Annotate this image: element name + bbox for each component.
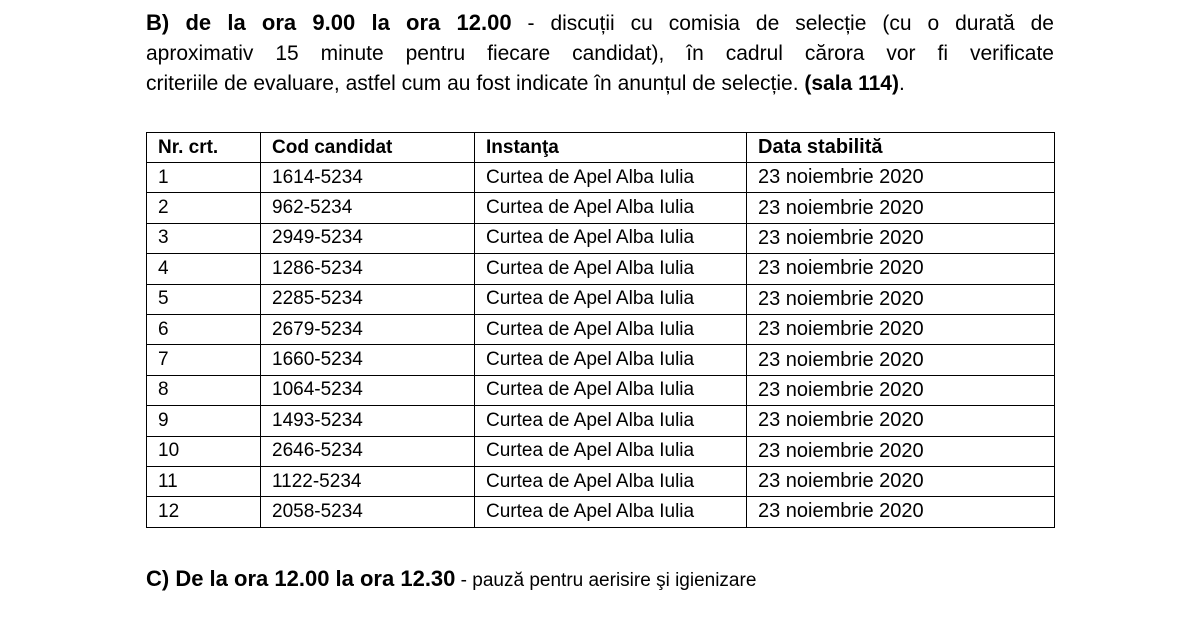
cell-instanta: Curtea de Apel Alba Iulia — [475, 436, 747, 466]
cell-nr-crt: 5 — [147, 284, 261, 314]
cell-data-stabilita: 23 noiembrie 2020 — [747, 163, 1055, 193]
cell-nr-crt: 2 — [147, 193, 261, 223]
cell-nr-crt: 12 — [147, 497, 261, 527]
cell-cod-candidat: 2646-5234 — [261, 436, 475, 466]
cell-cod-candidat: 1660-5234 — [261, 345, 475, 375]
cell-data-stabilita: 23 noiembrie 2020 — [747, 193, 1055, 223]
section-b-paragraph — [146, 8, 1054, 99]
cell-data-stabilita: 23 noiembrie 2020 — [747, 436, 1055, 466]
cell-data-stabilita: 23 noiembrie 2020 — [747, 466, 1055, 496]
header-data-stabilita: Data stabilită — [747, 133, 1055, 163]
section-c-text: - pauză pentru aerisire şi igienizare — [455, 570, 757, 591]
cell-data-stabilita: 23 noiembrie 2020 — [747, 375, 1055, 405]
table-row — [147, 375, 1055, 405]
table-row — [147, 345, 1055, 375]
cell-instanta: Curtea de Apel Alba Iulia — [475, 193, 747, 223]
section-b-line-3 — [146, 69, 1054, 99]
section-b-line-3-text: criteriile de evaluare, astfel cum au fost indicate în anunțul de selecție. — [146, 72, 805, 95]
cell-cod-candidat: 2285-5234 — [261, 284, 475, 314]
header-nr-crt: Nr. crt. — [147, 133, 261, 163]
table-row — [147, 254, 1055, 284]
cell-cod-candidat: 962-5234 — [261, 193, 475, 223]
section-b-line-2: aproximativ 15 minute pentru fiecare candidat), în cadrul cărora vor fi verificate — [146, 42, 1054, 65]
cell-data-stabilita: 23 noiembrie 2020 — [747, 314, 1055, 344]
cell-nr-crt: 1 — [147, 163, 261, 193]
cell-instanta: Curtea de Apel Alba Iulia — [475, 375, 747, 405]
section-b-heading: B) de la ora 9.00 la ora 12.00 — [146, 10, 512, 35]
cell-cod-candidat: 1064-5234 — [261, 375, 475, 405]
section-c-paragraph — [146, 563, 1054, 597]
table-row — [147, 163, 1055, 193]
section-b-line-1-text: - discuții cu comisia de selecție (cu o durată de — [511, 12, 1054, 35]
cell-data-stabilita: 23 noiembrie 2020 — [747, 497, 1055, 527]
table-row — [147, 406, 1055, 436]
table-row — [147, 193, 1055, 223]
header-cod-candidat: Cod candidat — [261, 133, 475, 163]
section-c-heading: C) De la ora 12.00 la ora 12.30 — [146, 566, 456, 591]
cell-cod-candidat: 2949-5234 — [261, 223, 475, 253]
cell-nr-crt: 7 — [147, 345, 261, 375]
cell-data-stabilita: 23 noiembrie 2020 — [747, 345, 1055, 375]
cell-instanta: Curtea de Apel Alba Iulia — [475, 406, 747, 436]
cell-instanta: Curtea de Apel Alba Iulia — [475, 163, 747, 193]
cell-instanta: Curtea de Apel Alba Iulia — [475, 284, 747, 314]
cell-cod-candidat: 1286-5234 — [261, 254, 475, 284]
table-row — [147, 466, 1055, 496]
table-row — [147, 223, 1055, 253]
cell-data-stabilita: 23 noiembrie 2020 — [747, 223, 1055, 253]
cell-instanta: Curtea de Apel Alba Iulia — [475, 345, 747, 375]
table-body — [147, 163, 1055, 528]
header-instanta: Instanţa — [475, 133, 747, 163]
candidates-table — [146, 132, 1055, 528]
table-row — [147, 436, 1055, 466]
cell-data-stabilita: 23 noiembrie 2020 — [747, 254, 1055, 284]
cell-cod-candidat: 2058-5234 — [261, 497, 475, 527]
section-b-line-1 — [146, 8, 1054, 39]
cell-nr-crt: 8 — [147, 375, 261, 405]
table-row — [147, 497, 1055, 527]
cell-nr-crt: 9 — [147, 406, 261, 436]
cell-data-stabilita: 23 noiembrie 2020 — [747, 406, 1055, 436]
table-header-row — [147, 133, 1055, 163]
cell-nr-crt: 3 — [147, 223, 261, 253]
table-row — [147, 314, 1055, 344]
cell-cod-candidat: 1493-5234 — [261, 406, 475, 436]
cell-nr-crt: 11 — [147, 466, 261, 496]
cell-nr-crt: 10 — [147, 436, 261, 466]
cell-data-stabilita: 23 noiembrie 2020 — [747, 284, 1055, 314]
cell-nr-crt: 4 — [147, 254, 261, 284]
cell-cod-candidat: 1122-5234 — [261, 466, 475, 496]
cell-instanta: Curtea de Apel Alba Iulia — [475, 314, 747, 344]
cell-cod-candidat: 2679-5234 — [261, 314, 475, 344]
room-number: (sala 114) — [804, 72, 899, 95]
cell-nr-crt: 6 — [147, 314, 261, 344]
cell-instanta: Curtea de Apel Alba Iulia — [475, 466, 747, 496]
table-row — [147, 284, 1055, 314]
cell-cod-candidat: 1614-5234 — [261, 163, 475, 193]
section-b-line-3-end: . — [898, 72, 905, 95]
cell-instanta: Curtea de Apel Alba Iulia — [475, 223, 747, 253]
cell-instanta: Curtea de Apel Alba Iulia — [475, 497, 747, 527]
cell-instanta: Curtea de Apel Alba Iulia — [475, 254, 747, 284]
